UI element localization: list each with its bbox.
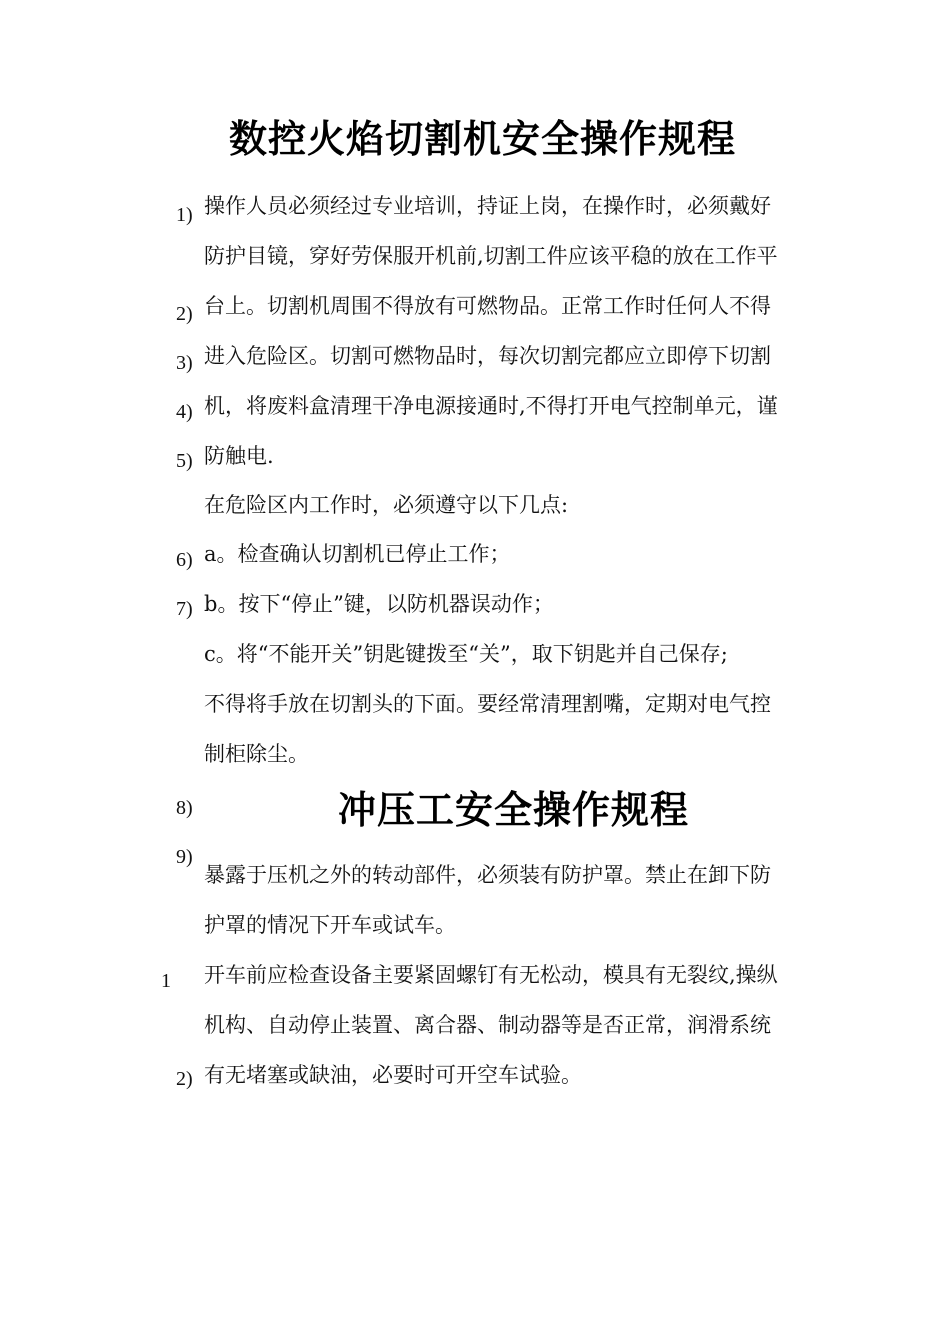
- paragraph-line: 开车前应检查设备主要紧固螺钉有无松动，模具有无裂纹,操纵: [204, 963, 778, 987]
- list-number: 1): [176, 204, 193, 226]
- paragraph-line: 暴露于压机之外的转动部件，必须装有防护罩。禁止在卸下防: [204, 863, 771, 887]
- paragraph-line: 在危险区内工作时，必须遵守以下几点:: [204, 493, 569, 517]
- page-title: 数控火焰切割机安全操作规程: [229, 117, 737, 161]
- section-title: 冲压工安全操作规程: [338, 788, 690, 832]
- list-number: 3): [176, 352, 193, 374]
- list-number: 4): [176, 401, 193, 423]
- paragraph-line: 有无堵塞或缺油，必要时可开空车试验。: [204, 1063, 582, 1087]
- list-number: 6): [176, 549, 193, 571]
- paragraph-line: 不得将手放在切割头的下面。要经常清理割嘴，定期对电气控: [204, 692, 771, 716]
- paragraph-line: 防护目镜，穿好劳保服开机前,切割工件应该平稳的放在工作平: [204, 244, 778, 268]
- list-number: 2): [176, 303, 193, 325]
- paragraph-line: 机，将废料盒清理干净电源接通时,不得打开电气控制单元，谨: [204, 394, 778, 418]
- list-number: 1: [161, 970, 171, 992]
- paragraph-line: 机构、自动停止装置、离合器、制动器等是否正常，润滑系统: [204, 1013, 771, 1037]
- list-number: 2): [176, 1068, 193, 1090]
- list-item-b: b。按下“停止”键，以防机器误动作；: [204, 592, 554, 616]
- list-number: 7): [176, 598, 193, 620]
- paragraph-line: 护罩的情况下开车或试车。: [204, 913, 456, 937]
- paragraph-line: 进入危险区。切割可燃物品时，每次切割完都应立即停下切割: [204, 344, 771, 368]
- paragraph-line: 防触电.: [204, 444, 274, 468]
- list-number: 8): [176, 797, 193, 819]
- list-item-c: c。将“不能开关”钥匙键拨至“关”，取下钥匙并自己保存;: [204, 642, 728, 666]
- paragraph-line: 操作人员必须经过专业培训，持证上岗，在操作时，必须戴好: [204, 194, 771, 218]
- list-item-a: a。检查确认切割机已停止工作；: [204, 542, 511, 566]
- paragraph-line: 制柜除尘。: [204, 742, 309, 766]
- list-number: 5): [176, 450, 193, 472]
- paragraph-line: 台上。切割机周围不得放有可燃物品。正常工作时任何人不得: [204, 294, 771, 318]
- list-number: 9): [176, 846, 193, 868]
